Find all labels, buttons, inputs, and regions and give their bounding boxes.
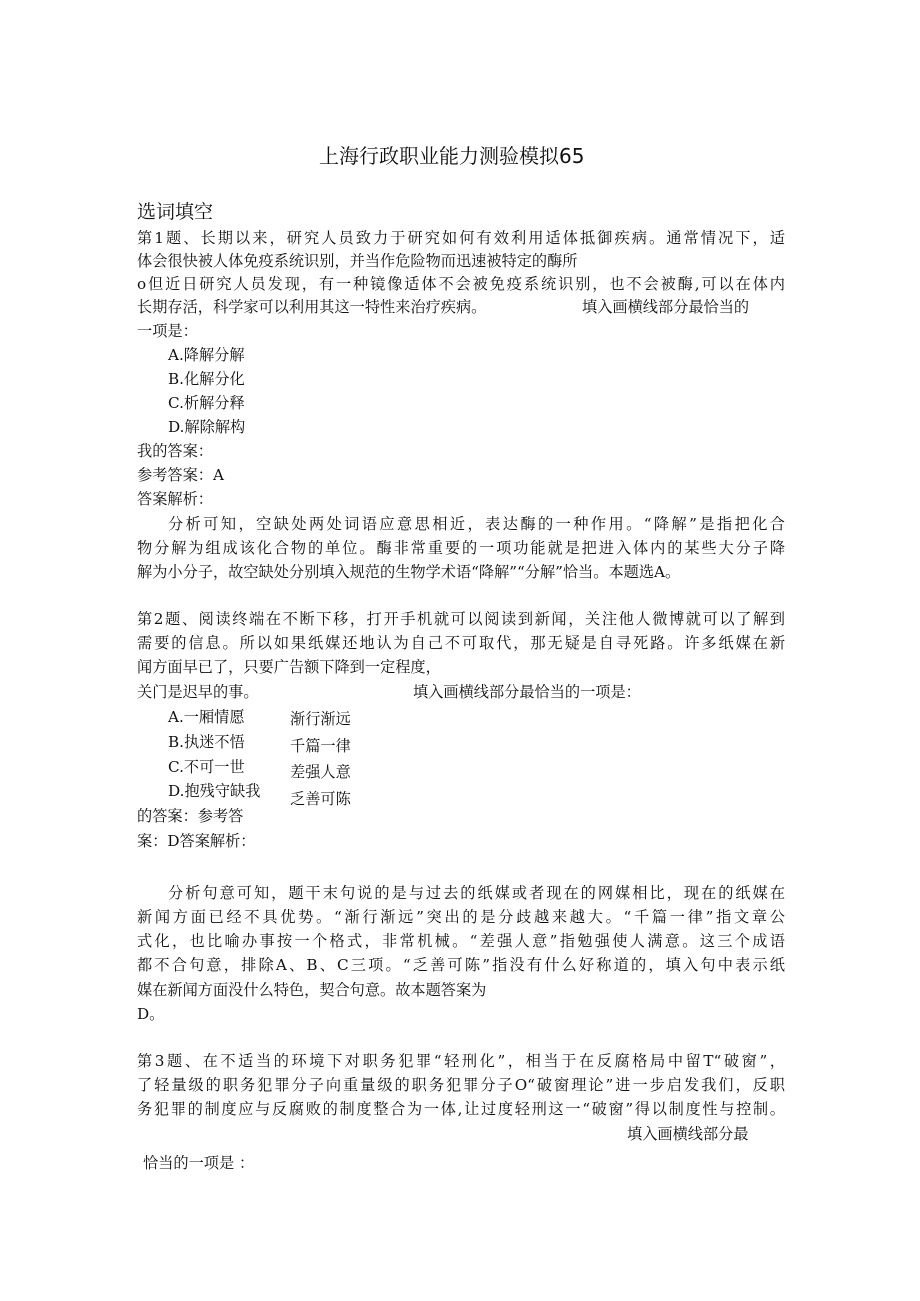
q2-line-2: 需要的信息。所以如果纸媒还地认为自己不可取代，那无疑是自寻死路。许多纸媒在新 — [137, 634, 785, 652]
q1-option-a[interactable]: A.降解分解 — [168, 346, 245, 364]
q2-analysis-line-3: 式化，也比喻办事按一个格式，非常机械。“差强人意”指勉强使人满意。这三个成语 — [137, 932, 785, 950]
q2-analysis-line-1: 分析句意可知，题干末句说的是与过去的纸媒或者现在的网媒相比，现在的纸媒在 — [168, 884, 785, 902]
q2-option-d[interactable]: D.抱残守缺我 — [168, 782, 261, 800]
q1-analysis-line-1: 分析可知，空缺处两处词语应意思相近，表达酶的一种作用。“降解”是指把化合 — [168, 515, 785, 533]
q1-line-4: 长期存活，科学家可以利用其这一特性来治疗疾病。 — [137, 298, 487, 316]
q2-analysis-line-5: 媒在新闻方面没什么特色，契合句意。故本题答案为 — [137, 981, 487, 999]
q2-answer-line-2: 案：D答案解析： — [137, 832, 256, 850]
q2-option-d-second: 乏善可陈 — [290, 790, 351, 808]
q3-line-3: 务犯罪的制度应与反腐败的制度整合为一体,让过度轻刑这一“破窗”得以制度性与控制。 — [137, 1100, 785, 1118]
section-heading: 选词填空 — [137, 201, 214, 223]
q1-analysis-label: 答案解析： — [137, 490, 213, 508]
q2-line-3: 闻方面早已了，只要广告额下降到一定程度， — [137, 658, 441, 676]
q1-analysis-line-3: 解为小分子，故空缺处分别填入规范的生物学术语“降解”“分解”恰当。本题选A。 — [137, 563, 681, 581]
q1-reference-answer: 参考答案：A — [137, 466, 224, 484]
page-title: 上海行政职业能力测验模拟65 — [319, 144, 585, 168]
q1-line-1: 第1题、长期以来，研究人员致力于研究如何有效利用适体抵御疾病。通常情况下，适 — [137, 229, 785, 247]
q1-line-5: 一项是： — [137, 322, 198, 340]
q1-instruction: 填入画横线部分最恰当的 — [582, 298, 750, 316]
q3-instruction: 填入画横线部分最 — [627, 1125, 749, 1143]
q2-option-b[interactable]: B.执迷不悟 — [168, 733, 245, 751]
q2-option-c[interactable]: C.不可一世 — [168, 758, 245, 776]
q1-option-b[interactable]: B.化解分化 — [168, 370, 245, 388]
q3-line-1: 第3题、在不适当的环境下对职务犯罪“轻刑化”，相当于在反腐格局中留T“破窗”， — [137, 1052, 785, 1070]
q2-option-c-second: 差强人意 — [290, 763, 351, 781]
q1-line-3: o但近日研究人员发现，有一种镜像适体不会被免疫系统识别，也不会被酶,可以在体内 — [137, 275, 785, 293]
q3-line-2: 了轻量级的职务犯罪分子向重量级的职务犯罪分子O“破窗理论”进一步启发我们，反职 — [137, 1076, 785, 1094]
q1-line-2: 体会很快被人体免疫系统识别，并当作危险物而迅速被特定的酶所 — [137, 252, 578, 270]
q1-my-answer: 我的答案： — [137, 442, 213, 460]
q2-option-a[interactable]: A.一厢情愿 — [168, 708, 245, 726]
q2-option-b-second: 千篇一律 — [290, 737, 351, 755]
q2-option-a-second: 渐行渐远 — [290, 710, 351, 728]
q2-answer-line-1: 的答案：参考答 — [137, 807, 244, 825]
q2-line-4: 关门是迟早的事。 — [137, 683, 259, 701]
q2-line-1: 第2题、阅读终端在不断下移，打开手机就可以阅读到新闻，关注他人微博就可以了解到 — [137, 610, 785, 628]
q2-analysis-line-4: 都不合句意，排除A、B、C三项。“乏善可陈”指没有什么好称道的，填入句中表示纸 — [137, 956, 785, 974]
q2-instruction: 填入画横线部分最恰当的一项是： — [413, 683, 641, 701]
q1-option-d[interactable]: D.解除解构 — [168, 418, 246, 436]
q1-option-c[interactable]: C.析解分释 — [168, 394, 245, 412]
q2-analysis-line-6: D。 — [137, 1005, 165, 1023]
q1-analysis-line-2: 物分解为组成该化合物的单位。酶非常重要的一项功能就是把进入体内的某些大分子降 — [137, 539, 785, 557]
q3-line-5: 恰当的一项是 ： — [143, 1154, 255, 1172]
q2-analysis-line-2: 新闻方面已经不具优势。“渐行渐远”突出的是分歧越来越大。“千篇一律”指文章公 — [137, 908, 785, 926]
